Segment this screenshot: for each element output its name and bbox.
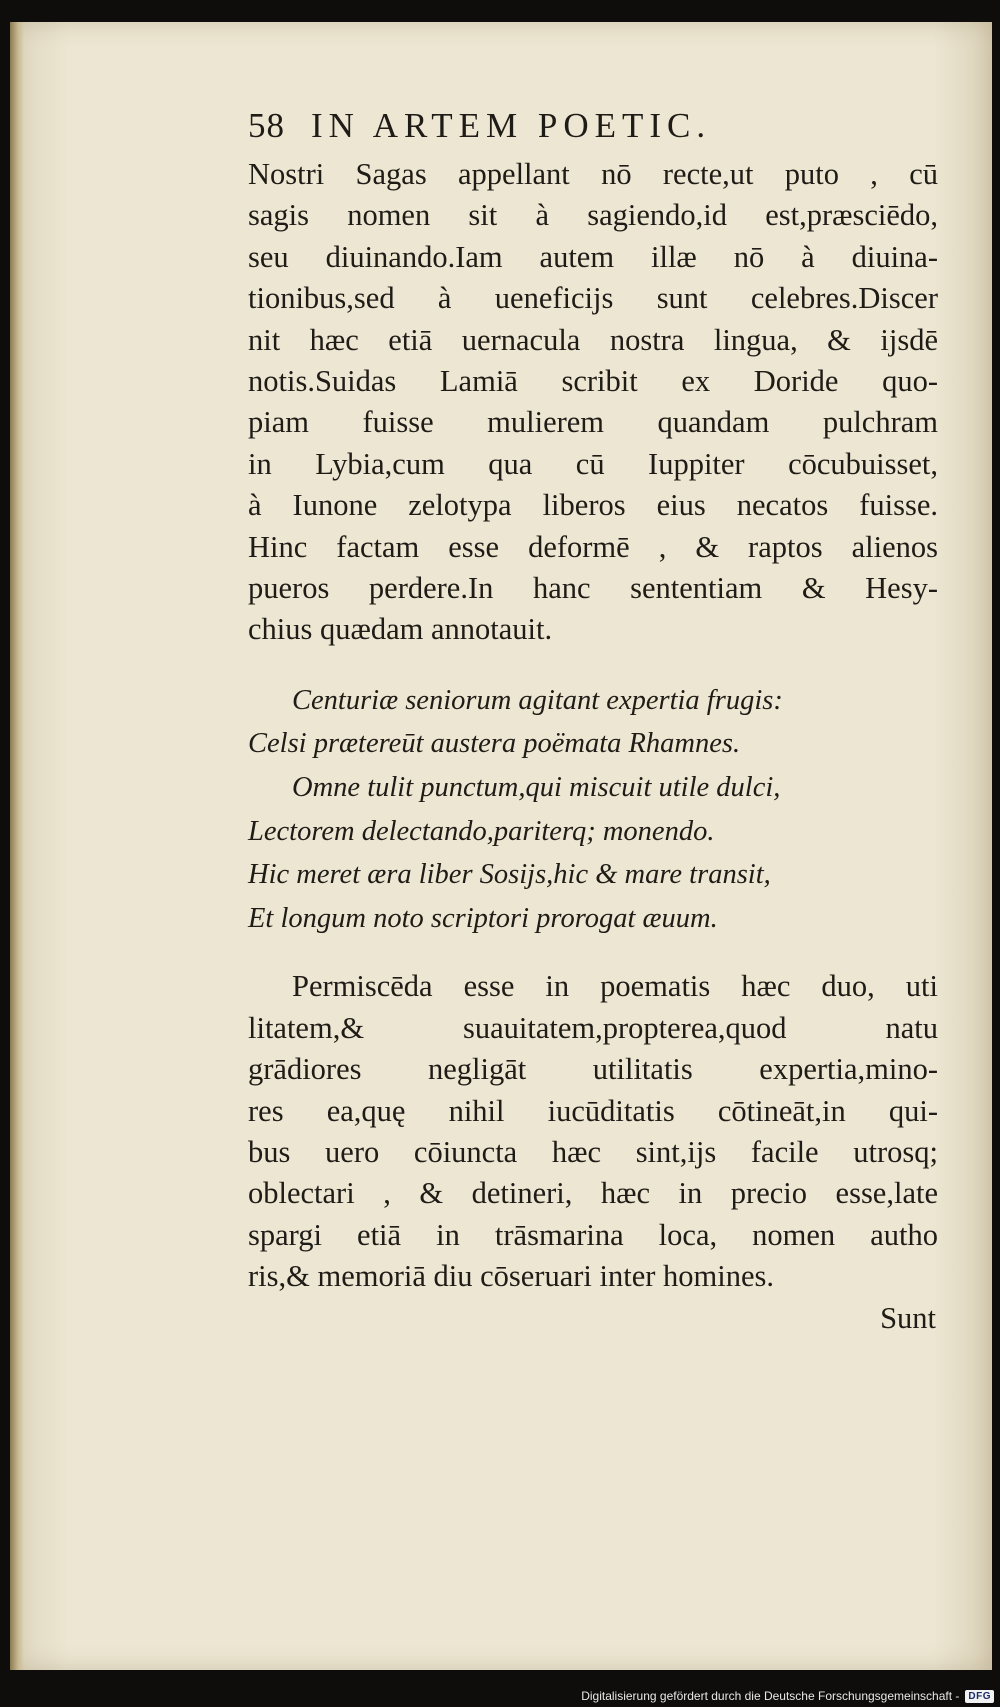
running-header: [248, 100, 938, 152]
text-line: Hinc factam esse deformē , & raptos alienos: [248, 529, 938, 564]
text-line: pueros perdere.In hanc sententiam & Hesy-: [248, 571, 938, 606]
text-line: spargi etiā in trāsmarina loca, nomen autho: [248, 1217, 938, 1252]
page-text-block: [248, 100, 938, 1339]
paragraph-2: [248, 966, 938, 1297]
text-line: tionibus,sed à ueneficijs sunt celebres.Discer: [248, 281, 938, 316]
text-line: notis.Suidas Lamiā scribit ex Doride quo-: [248, 364, 938, 399]
text-line: à Iunone zelotypa liberos eius necatos fuisse.: [248, 488, 938, 523]
paragraph-1: [248, 154, 938, 651]
catchword: Sunt: [880, 1300, 936, 1335]
text-line: Nostri Sagas appellant nō recte,ut puto , cū: [248, 157, 938, 191]
text-line: chius quædam annotauit.: [248, 612, 553, 647]
verse-line: Omne tulit punctum,qui miscuit utile dulci,: [292, 772, 781, 804]
verse-line: Centuriæ seniorum agitant expertia frugis:: [292, 684, 783, 716]
digitization-credit: [581, 1689, 994, 1703]
running-title: IN ARTEM POETIC.: [311, 106, 712, 145]
text-line: seu diuinando.Iam autem illæ nō à diuina-: [248, 239, 938, 274]
text-line: ris,& memoriā diu cōseruari inter homines.: [248, 1259, 774, 1294]
text-line: oblectari , & detineri, hæc in precio esse,late: [248, 1176, 938, 1211]
text-line: res ea,quę nihil iucūditatis cōtineāt,in qui-: [248, 1093, 938, 1128]
page-number: 58: [248, 106, 285, 145]
book-page: [10, 22, 992, 1670]
verse-line: Et longum noto scriptori prorogat æuum.: [248, 902, 718, 934]
page-binding-edge: [10, 22, 24, 1670]
verse-line: Lectorem delectando,pariterq; monendo.: [248, 815, 715, 847]
text-line: litatem,& suauitatem,propterea,quod natu: [248, 1010, 938, 1045]
text-line: nit hæc etiā uernacula nostra lingua, & ijsdē: [248, 322, 938, 357]
verse-line: Hic meret æra liber Sosijs,hic & mare transit,: [248, 859, 771, 891]
text-line: piam fuisse mulierem quandam pulchram: [248, 405, 938, 440]
text-line: Permiscēda esse in poematis hæc duo, uti: [292, 969, 938, 1004]
text-line: sagis nomen sit à sagiendo,id est,præsciēdo,: [248, 198, 938, 233]
verse-quotation: [248, 679, 938, 941]
text-line: bus uero cōiuncta hæc sint,ijs facile utrosq;: [248, 1135, 938, 1170]
text-line: in Lybia,cum qua cū Iuppiter cōcubuisset,: [248, 446, 938, 481]
text-line: grādiores negligāt utilitatis expertia,mino-: [248, 1052, 938, 1087]
verse-line: Celsi prætereūt austera poëmata Rhamnes.: [248, 728, 741, 760]
credit-text: Digitalisierung gefördert durch die Deutsche Forschungsgemeinschaft -: [581, 1689, 960, 1703]
dfg-logo: DFG: [965, 1690, 994, 1703]
